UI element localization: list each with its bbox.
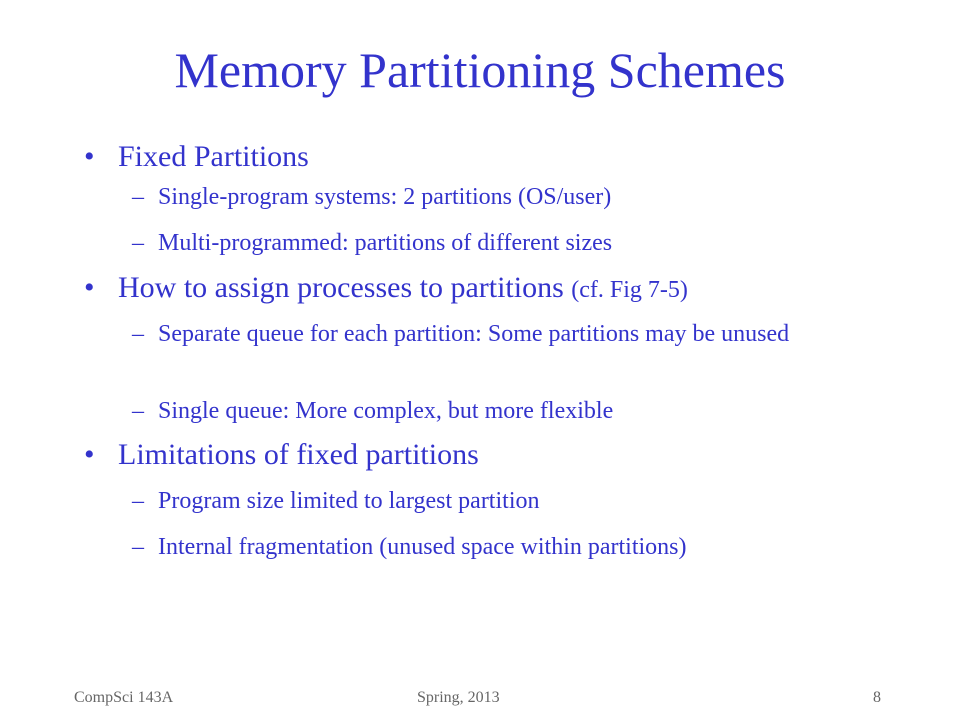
figure-reference: (cf. Fig 7-5) xyxy=(571,277,688,303)
bullet-text: How to assign processes to partitions xyxy=(118,271,564,304)
subitem-text: Separate queue for each partition: Some partitions may be unused xyxy=(158,321,790,347)
dash-icon: – xyxy=(132,184,144,210)
footer-course: CompSci 143A xyxy=(74,689,174,706)
bullet-icon: • xyxy=(84,140,95,173)
subitem-text: Single queue: More complex, but more flexible xyxy=(158,398,614,424)
dash-icon: – xyxy=(132,534,144,560)
subitem-text: Program size limited to largest partition xyxy=(158,488,540,514)
subitem-text: Internal fragmentation (unused space within partitions) xyxy=(158,534,687,560)
subitem-text: Single-program systems: 2 partitions (OS/user) xyxy=(158,184,612,210)
bullet-icon: • xyxy=(84,438,95,471)
slide-title: Memory Partitioning Schemes xyxy=(174,42,786,98)
footer-term: Spring, 2013 xyxy=(417,689,500,706)
bullet-text: Limitations of fixed partitions xyxy=(118,438,479,471)
dash-icon: – xyxy=(132,488,144,514)
bullet-text: Fixed Partitions xyxy=(118,140,309,173)
dash-icon: – xyxy=(132,321,144,347)
bullet-text-group xyxy=(118,270,688,308)
footer-page-number: 8 xyxy=(873,689,881,706)
subitem-text: Multi-programmed: partitions of different sizes xyxy=(158,230,613,256)
dash-icon: – xyxy=(132,398,144,424)
bullet-icon: • xyxy=(84,271,95,304)
dash-icon: – xyxy=(132,230,144,256)
